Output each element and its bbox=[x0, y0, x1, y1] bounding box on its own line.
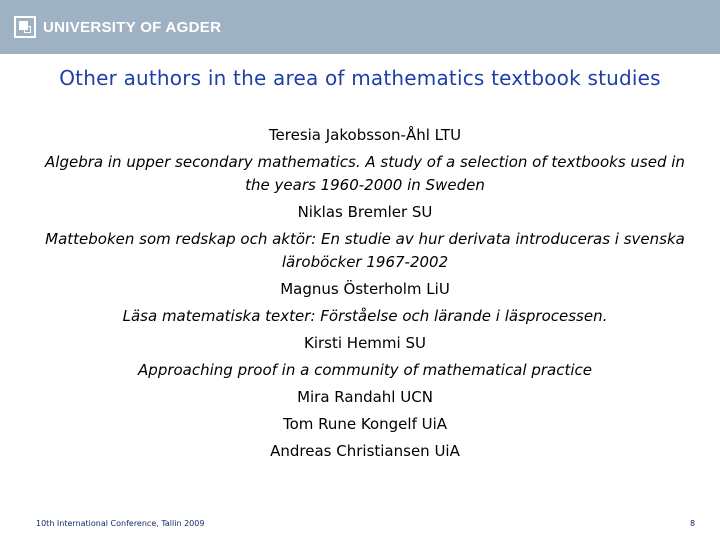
page-number: 8 bbox=[690, 519, 696, 528]
author-2: Niklas Bremler SU bbox=[297, 203, 433, 221]
author-4: Kirsti Hemmi SU bbox=[304, 334, 426, 352]
university-logo-icon bbox=[14, 16, 36, 38]
author-1: Teresia Jakobsson-Åhl LTU bbox=[268, 126, 462, 144]
footer-conference: 10th International Conference, Tallin 2009 bbox=[36, 519, 205, 528]
author-7: Andreas Christiansen UiA bbox=[270, 442, 460, 460]
slide-title: Other authors in the area of mathematics textbook studies bbox=[59, 66, 661, 90]
author-3: Magnus Österholm LiU bbox=[280, 280, 450, 298]
slide-content bbox=[40, 124, 690, 467]
author-5: Mira Randahl UCN bbox=[297, 388, 433, 406]
work-title-3: Läsa matematiska texter: Förståelse och lärande i läsprocessen. bbox=[122, 307, 608, 325]
university-logo bbox=[14, 14, 221, 40]
author-6: Tom Rune Kongelf UiA bbox=[282, 415, 448, 433]
header-bar bbox=[0, 0, 720, 54]
work-title-4: Approaching proof in a community of mathematical practice bbox=[138, 361, 592, 379]
work-title-2: Matteboken som redskap och aktör: En studie av hur derivata introduceras i svenska läroböcker 1967-2002 bbox=[45, 230, 685, 271]
work-title-1: Algebra in upper secondary mathematics. A study of a selection of textbooks used in the years 1960-2000 in Sweden bbox=[45, 153, 685, 194]
logo-text: UNIVERSITY OF AGDER bbox=[43, 18, 222, 36]
